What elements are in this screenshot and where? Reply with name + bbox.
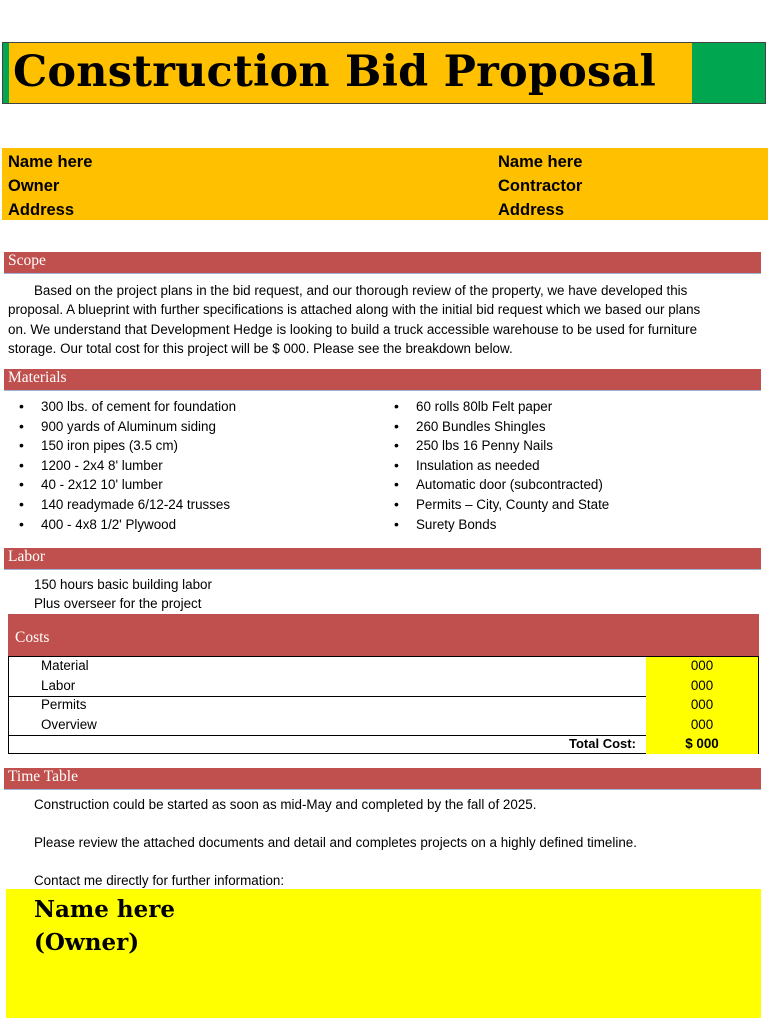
labor-text xyxy=(34,575,212,614)
scope-heading: Scope xyxy=(4,252,761,274)
cost-name: Labor xyxy=(41,677,76,693)
list-item: • Permits – City, County and State xyxy=(394,495,609,515)
cost-name: Permits xyxy=(41,697,87,712)
cost-value: 000 xyxy=(646,677,758,697)
list-item: • Insulation as needed xyxy=(394,456,609,476)
list-item: • 1200 - 2x4 8' lumber xyxy=(19,456,236,476)
scope-paragraph xyxy=(8,281,763,358)
costs-heading: Costs xyxy=(8,614,759,656)
contractor-name: Name here xyxy=(498,153,583,171)
signature-box xyxy=(6,889,761,1018)
list-item: • 150 iron pipes (3.5 cm) xyxy=(19,436,236,456)
labor-heading: Labor xyxy=(4,548,761,570)
owner-block xyxy=(8,150,92,222)
total-cost-label: Total Cost: xyxy=(569,735,636,751)
labor-line: 150 hours basic building labor xyxy=(34,577,212,592)
scope-line: on. We understand that Development Hedge is looking to build a truck accessible warehouse to be used for furniture xyxy=(8,321,698,337)
scope-line: storage. Our total cost for this project will be $ 000. Please see the breakdown below. xyxy=(8,340,513,356)
timetable-line: Please review the attached documents and detail and completes projects on a highly defined timeline. xyxy=(34,835,637,850)
owner-role: Owner xyxy=(8,177,60,195)
list-item: • 40 - 2x12 10' lumber xyxy=(19,475,236,495)
list-item: • Surety Bonds xyxy=(394,515,609,535)
scope-line: Based on the project plans in the bid request, and our thorough review of the property, we have developed this xyxy=(34,283,688,298)
materials-list-right xyxy=(394,397,609,534)
list-item: • 140 readymade 6/12-24 trusses xyxy=(19,495,236,515)
signature-block xyxy=(34,893,175,959)
owner-address: Address xyxy=(8,201,75,219)
table-row xyxy=(9,716,758,736)
cost-value: 000 xyxy=(646,696,758,716)
cost-value: 000 xyxy=(646,716,758,736)
list-item: • 300 lbs. of cement for foundation xyxy=(19,397,236,417)
cost-name: Material xyxy=(41,658,89,673)
parties-band xyxy=(2,148,768,220)
table-row xyxy=(9,657,758,677)
list-item: • 900 yards of Aluminum siding xyxy=(19,417,236,437)
materials-heading: Materials xyxy=(4,369,761,391)
list-item: • 400 - 4x8 1/2' Plywood xyxy=(19,515,236,535)
cost-name: Overview xyxy=(41,716,97,732)
scope-line: proposal. A blueprint with further specifications is attached along with the initial bid request which we based our plans xyxy=(8,302,701,318)
list-item: • Automatic door (subcontracted) xyxy=(394,475,609,495)
materials-list-left xyxy=(19,397,236,534)
timetable-heading: Time Table xyxy=(4,768,761,790)
timetable-line: Construction could be started as soon as mid-May and completed by the fall of 2025. xyxy=(34,797,537,812)
owner-name: Name here xyxy=(8,153,93,171)
cost-value: 000 xyxy=(646,657,758,677)
list-item: • 250 lbs 16 Penny Nails xyxy=(394,436,609,456)
total-row xyxy=(9,735,758,755)
signature-role: (Owner) xyxy=(34,929,140,956)
title-banner xyxy=(2,42,766,104)
costs-table xyxy=(8,656,759,754)
labor-line: Plus overseer for the project xyxy=(34,596,202,612)
total-cost-value: $ 000 xyxy=(646,735,758,755)
list-item: • 260 Bundles Shingles xyxy=(394,417,609,437)
list-item: • 60 rolls 80lb Felt paper xyxy=(394,397,609,417)
contractor-role: Contractor xyxy=(498,177,583,195)
contact-line: Contact me directly for further information: xyxy=(34,873,285,888)
signature-name: Name here xyxy=(34,896,176,923)
table-row xyxy=(9,696,758,716)
page-title: Construction Bid Proposal xyxy=(13,47,656,97)
table-row xyxy=(9,677,758,697)
contractor-block xyxy=(498,150,582,222)
contractor-address: Address xyxy=(498,201,565,219)
